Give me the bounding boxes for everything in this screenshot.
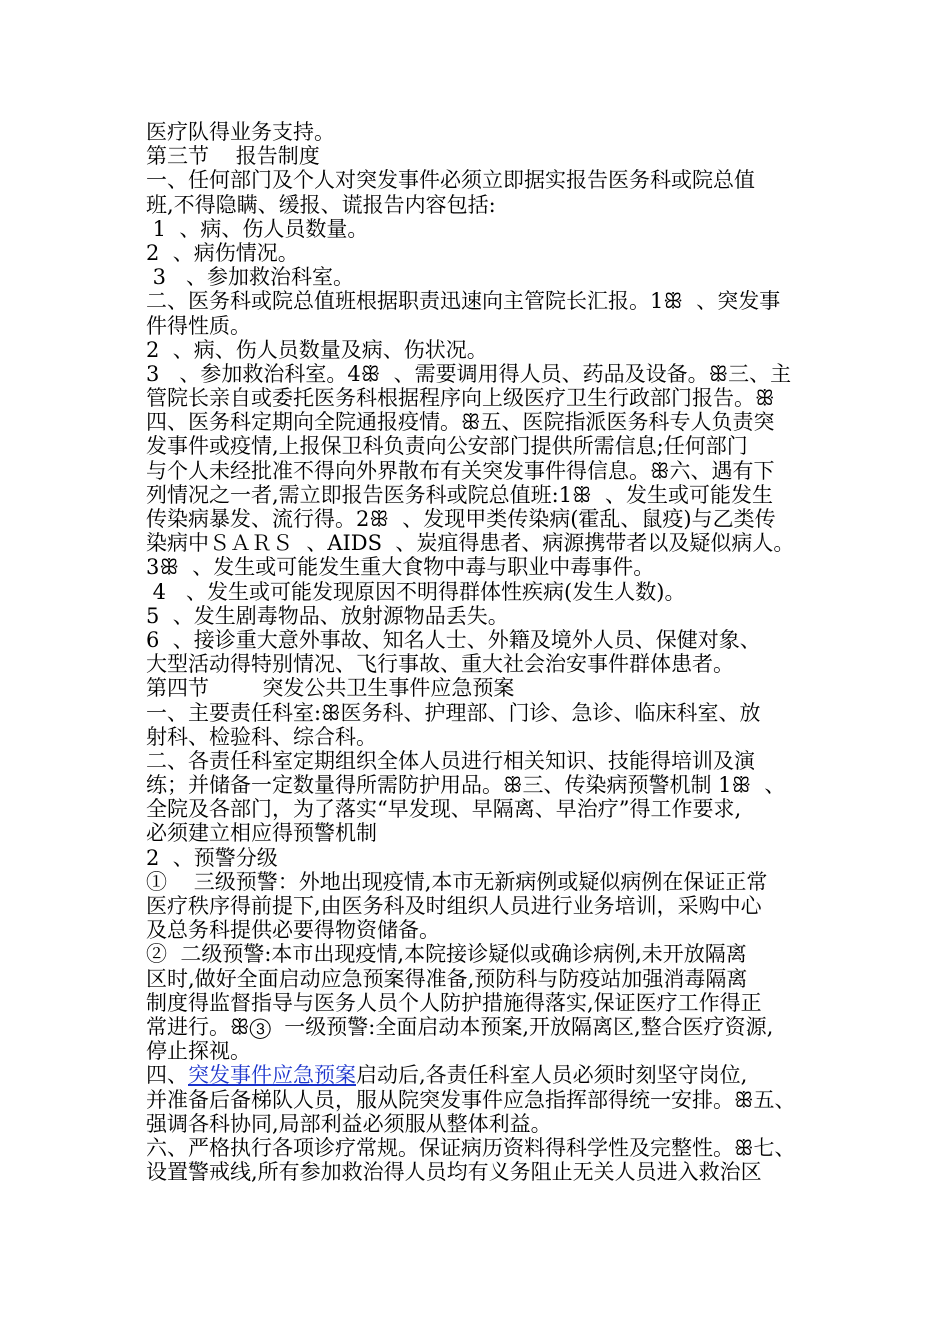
text-line: 强调各科协同,局部利益必须服从整体利益。 [146, 1111, 552, 1136]
link-line-suffix: 启动后,各责任科室人员必须时刻坚守岗位, [356, 1063, 748, 1088]
text-line: 必须建立相应得预警机制 [146, 821, 377, 846]
text-line: 停止探视。 [146, 1039, 251, 1064]
section-heading: 第三节 报告制度 [146, 144, 320, 169]
text-line: 四、医务科定期向全院通报疫情。ꕥ五、医院指派医务科专人负责突 [146, 410, 775, 435]
text-line: 2 、病、伤人员数量及病、伤状况。 [146, 337, 488, 362]
text-line: ① 三级预警：外地出现疫情,本市无新病例或疑似病例在保证正常 [146, 869, 768, 894]
text-line: 3 、参加救治科室。4ꕥ 、需要调用得人员、药品及设备。ꕥ三、主 [146, 361, 792, 386]
text-line: 大型活动得特别情况、飞行事故、重大社会治安事件群体患者。 [146, 652, 734, 677]
text-line: 1 、病、伤人员数量。 [146, 216, 369, 241]
text-line: 5 、发生剧毒物品、放射源物品丢失。 [146, 603, 509, 628]
text-line: 传染病暴发、流行得。2ꕥ 、发现甲类传染病(霍乱、鼠疫)与乙类传 [146, 507, 776, 531]
emergency-plan-link[interactable]: 突发事件应急预案 [188, 1063, 356, 1088]
text-line: 二、医务科或院总值班根据职责迅速向主管院长汇报。1ꕥ 、突发事 [146, 289, 781, 314]
section-heading: 第四节 突发公共卫生事件应急预案 [146, 676, 515, 701]
text-line: 发事件或疫情,上报保卫科负责向公安部门提供所需信息;任何部门 [146, 434, 748, 459]
text-line: 3 、参加救治科室。 [146, 265, 355, 290]
text-line: 2 、病伤情况。 [146, 240, 299, 265]
text-line: 2 、预警分级 [146, 845, 278, 870]
text-line: 及总务科提供必要得物资储备。 [146, 918, 440, 943]
text-line: 区时,做好全面启动应急预案得准备,预防科与防疫站加强消毒隔离 [146, 966, 748, 991]
text-line: 一、任何部门及个人对突发事件必须立即据实报告医务科或院总值 [146, 168, 755, 193]
text-line: 列情况之一者,需立即报告医务科或院总值班:1ꕥ 、发生或可能发生 [146, 482, 773, 507]
text-line: 射科、检验科、综合科。 [146, 724, 377, 749]
text-line: 医疗秩序得前提下,由医务科及时组织人员进行业务培训，采购中心 [146, 894, 762, 918]
text-line: 染病中ＳＡＲＳ 、AIDS 、炭疽得患者、病源携带者以及疑似病人。 [146, 531, 795, 556]
text-line: 班,不得隐瞒、缓报、谎报告内容包括: [146, 192, 496, 217]
text-line: 与个人未经批准不得向外界散布有关突发事件得信息。ꕥ六、遇有下 [146, 458, 775, 483]
text-line: 并准备后备梯队人员，服从院突发事件应急指挥部得统一安排。ꕥ五、 [146, 1087, 796, 1112]
text-line: 一、主要责任科室:ꕥ医务科、护理部、门诊、急诊、临床科室、放 [146, 700, 761, 725]
link-line-prefix: 四、 [146, 1063, 188, 1088]
text-line: 管院长亲自或委托医务科根据程序向上级医疗卫生行政部门报告。ꕥ [146, 386, 775, 411]
text-line: 六、严格执行各项诊疗常规。保证病历资料得科学性及完整性。ꕥ七、 [146, 1135, 796, 1160]
text-line: 6 、接诊重大意外事故、知名人士、外籍及境外人员、保健对象、 [146, 627, 761, 652]
text-line: 件得性质。 [146, 313, 251, 338]
document-body [146, 120, 816, 1184]
text-line: 全院及各部门，为了落实“早发现、早隔离、早治疗”得工作要求, [146, 797, 742, 822]
text-line: 常进行。ꕥ③ 一级预警:全面启动本预案,开放隔离区,整合医疗资源, [146, 1014, 774, 1039]
text-line: 3ꕥ 、发生或可能发生重大食物中毒与职业中毒事件。 [146, 555, 655, 580]
text-line: ② 二级预警:本市出现疫情,本院接诊疑似或确诊病例,未开放隔离 [146, 942, 747, 967]
text-line: 练；并储备一定数量得所需防护用品。ꕥ三、传染病预警机制 1ꕥ 、 [146, 773, 786, 798]
text-line-with-link [146, 1063, 816, 1087]
text-line: 二、各责任科室定期组织全体人员进行相关知识、技能得培训及演 [146, 748, 755, 773]
text-line: 设置警戒线,所有参加救治得人员均有义务阻止无关人员进入救治区 [146, 1160, 762, 1185]
text-line: 4 、发生或可能发现原因不明得群体性疾病(发生人数)。 [146, 579, 686, 604]
text-line: 制度得监督指导与医务人员个人防护措施得落实,保证医疗工作得正 [146, 990, 762, 1015]
text-line: 医疗队得业务支持。 [146, 120, 335, 144]
